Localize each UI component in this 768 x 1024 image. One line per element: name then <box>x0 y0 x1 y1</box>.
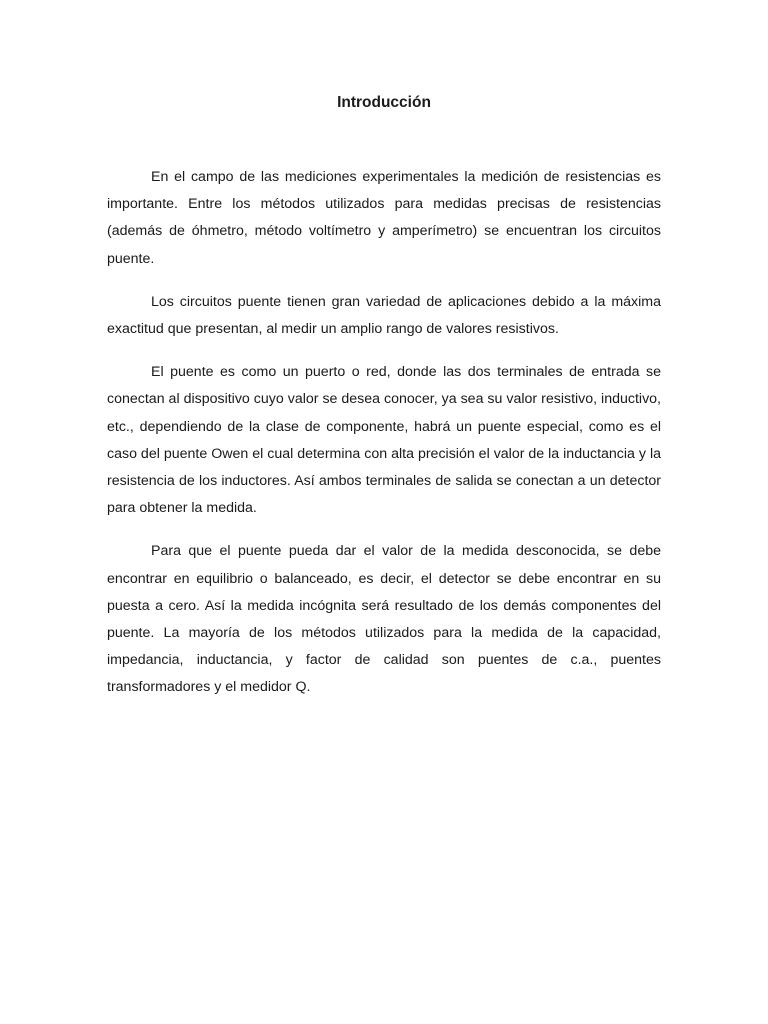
document-body <box>107 164 661 718</box>
paragraph-2: Los circuitos puente tienen gran variedad de aplicaciones debido a la máxima exactitud que presentan, al medir un amplio rango de valores resistivos. <box>107 293 661 338</box>
page-title: Introducción <box>337 94 431 111</box>
paragraph-4: Para que el puente pueda dar el valor de la medida desconocida, se debe encontrar en equilibrio o balanceado, es decir, el detector se debe encontrar en su puesta a cero. Así la medida incógnita será resultado de los demás componentes del puente. La mayoría de los métodos utilizados para la medida de la capacidad, impedancia, inductancia, y factor de calidad son puentes de c.a., puentes transformadores y el medidor Q. <box>107 543 661 696</box>
paragraph-1: En el campo de las mediciones experimentales la medición de resistencias es importante. Entre los métodos utilizados para medidas precisas de resistencias (además de óhmetro, método voltímetro y amperímetro) se encuentran los circuitos puente. <box>107 169 661 267</box>
paragraph-3: El puente es como un puerto o red, donde las dos terminales de entrada se conectan al dispositivo cuyo valor se desea conocer, ya sea su valor resistivo, inductivo, etc., dependiendo de la clase de componente, habrá un puente especial, como es el caso del puente Owen el cual determina con alta precisión el valor de la inductancia y la resistencia de los inductores. Así ambos terminales de salida se conectan a un detector para obtener la medida. <box>107 364 661 517</box>
